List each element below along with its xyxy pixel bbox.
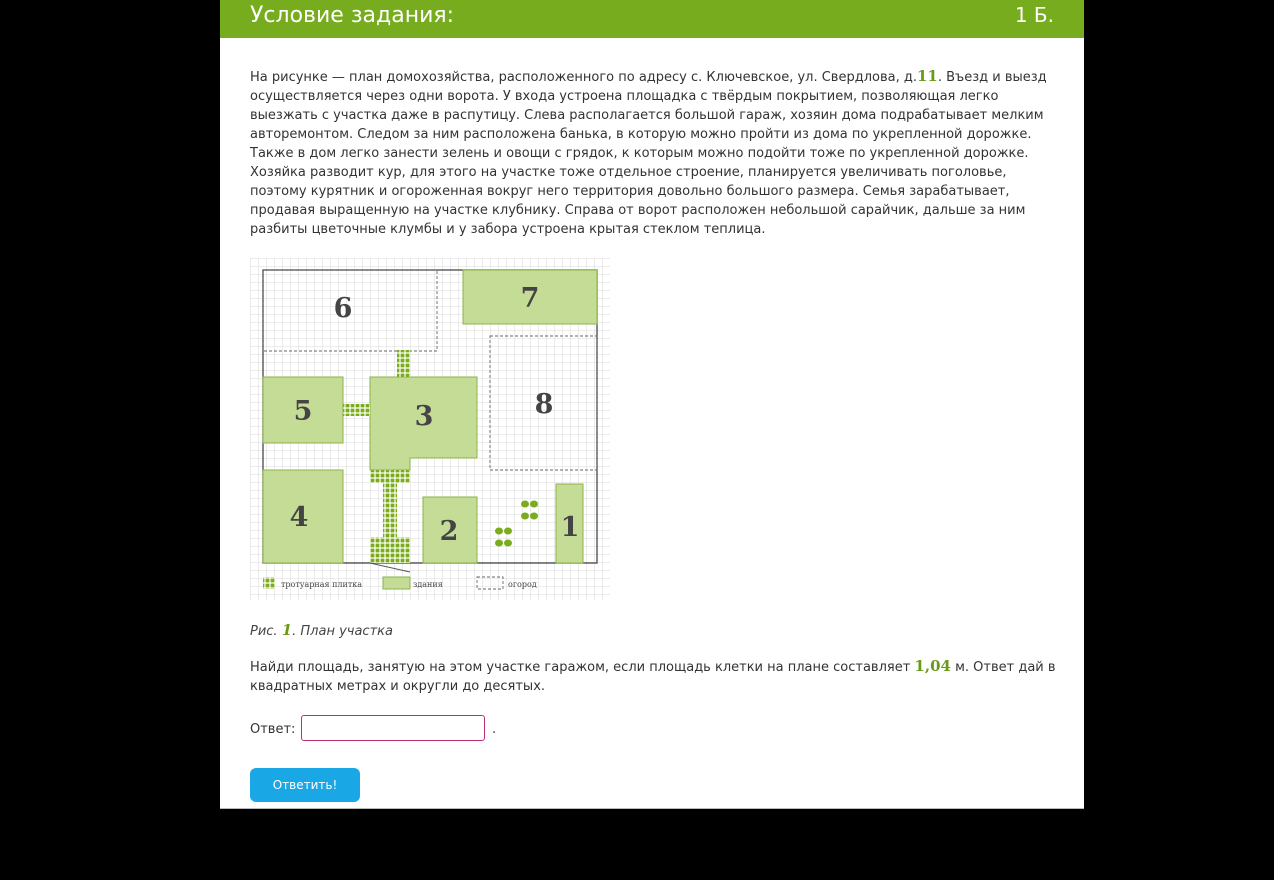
submit-button[interactable]: Ответить!: [250, 768, 360, 802]
task-title: Условие задания:: [250, 3, 455, 28]
legend-building-swatch: [383, 577, 410, 589]
question-text: [250, 657, 1056, 696]
tile-path-west: [343, 404, 370, 416]
legend-tiles: тротуарная плитка: [281, 580, 363, 589]
plan-label-2: 2: [439, 516, 459, 547]
tile-pad-entrance: [370, 537, 410, 563]
plan-label-8: 8: [534, 389, 554, 420]
task-points: 1 Б.: [1014, 3, 1054, 27]
legend-tile-swatch: [263, 577, 275, 589]
answer-label: Ответ:: [250, 722, 296, 737]
answer-suffix: .: [492, 722, 497, 737]
task-text: [250, 67, 1056, 239]
plan-label-4: 4: [289, 502, 309, 533]
plan-label-1: 1: [560, 512, 580, 543]
caption-number: 1: [281, 621, 293, 639]
answer-input[interactable]: [301, 715, 485, 741]
legend-garden: огород: [508, 580, 537, 589]
caption-suffix: . План участка: [292, 624, 393, 639]
task-text-part1: На рисунке — план домохозяйства, расположенного по адресу с. Ключевское, ул. Свердлова, д.: [250, 70, 917, 85]
plan-label-5: 5: [293, 396, 313, 427]
plan-label-7: 7: [520, 283, 540, 314]
plan-label-6: 6: [333, 293, 353, 324]
house-number: 11: [916, 67, 938, 85]
plan-label-3: 3: [414, 401, 434, 432]
task-card: [220, 0, 1084, 809]
task-header: [220, 0, 1084, 38]
question-part2: м. Ответ дай в квадратных метрах и округли до десятых.: [250, 660, 1056, 694]
tile-path-north: [397, 350, 410, 377]
cell-area-value: 1,04: [914, 657, 951, 675]
tile-path-south: [383, 483, 397, 537]
legend-buildings: здания: [413, 580, 443, 589]
task-description: [250, 67, 1056, 239]
tile-path-south-top: [370, 470, 410, 483]
question-part1: Найди площадь, занятую на этом участке гаражом, если площадь клетки на плане составляет: [250, 660, 915, 675]
site-plan-figure: [250, 258, 610, 600]
figure-caption: [250, 621, 393, 639]
task-text-part2: . Въезд и выезд осуществляется через одни ворота. У входа устроена площадка с твёрдым покрытием, позволяющая легко выезжать с участка даже в распутицу. Слева располагается большой гараж, хозяин дома подрабатывает мелким авторемонтом. Следом за ним расположена банька, в которую можно пройти из дома по укрепленной дорожке. Также в дом легко занести зелень и овощи с грядок, к которым можно подойти тоже по укрепленной дорожке. Хозяйка разводит кур, для этого на участке тоже отдельное строение, планируется увеличивать поголовье, поэтому курятник и огороженная вокруг него территория довольно большого размера. Семья зарабатывает, продавая выращенную на участке клубнику. Справа от ворот расположен небольшой сарайчик, дальше за ним разбиты цветочные клумбы и у забора устроена крытая стеклом теплица.: [250, 70, 1047, 237]
caption-prefix: Рис.: [250, 624, 282, 639]
